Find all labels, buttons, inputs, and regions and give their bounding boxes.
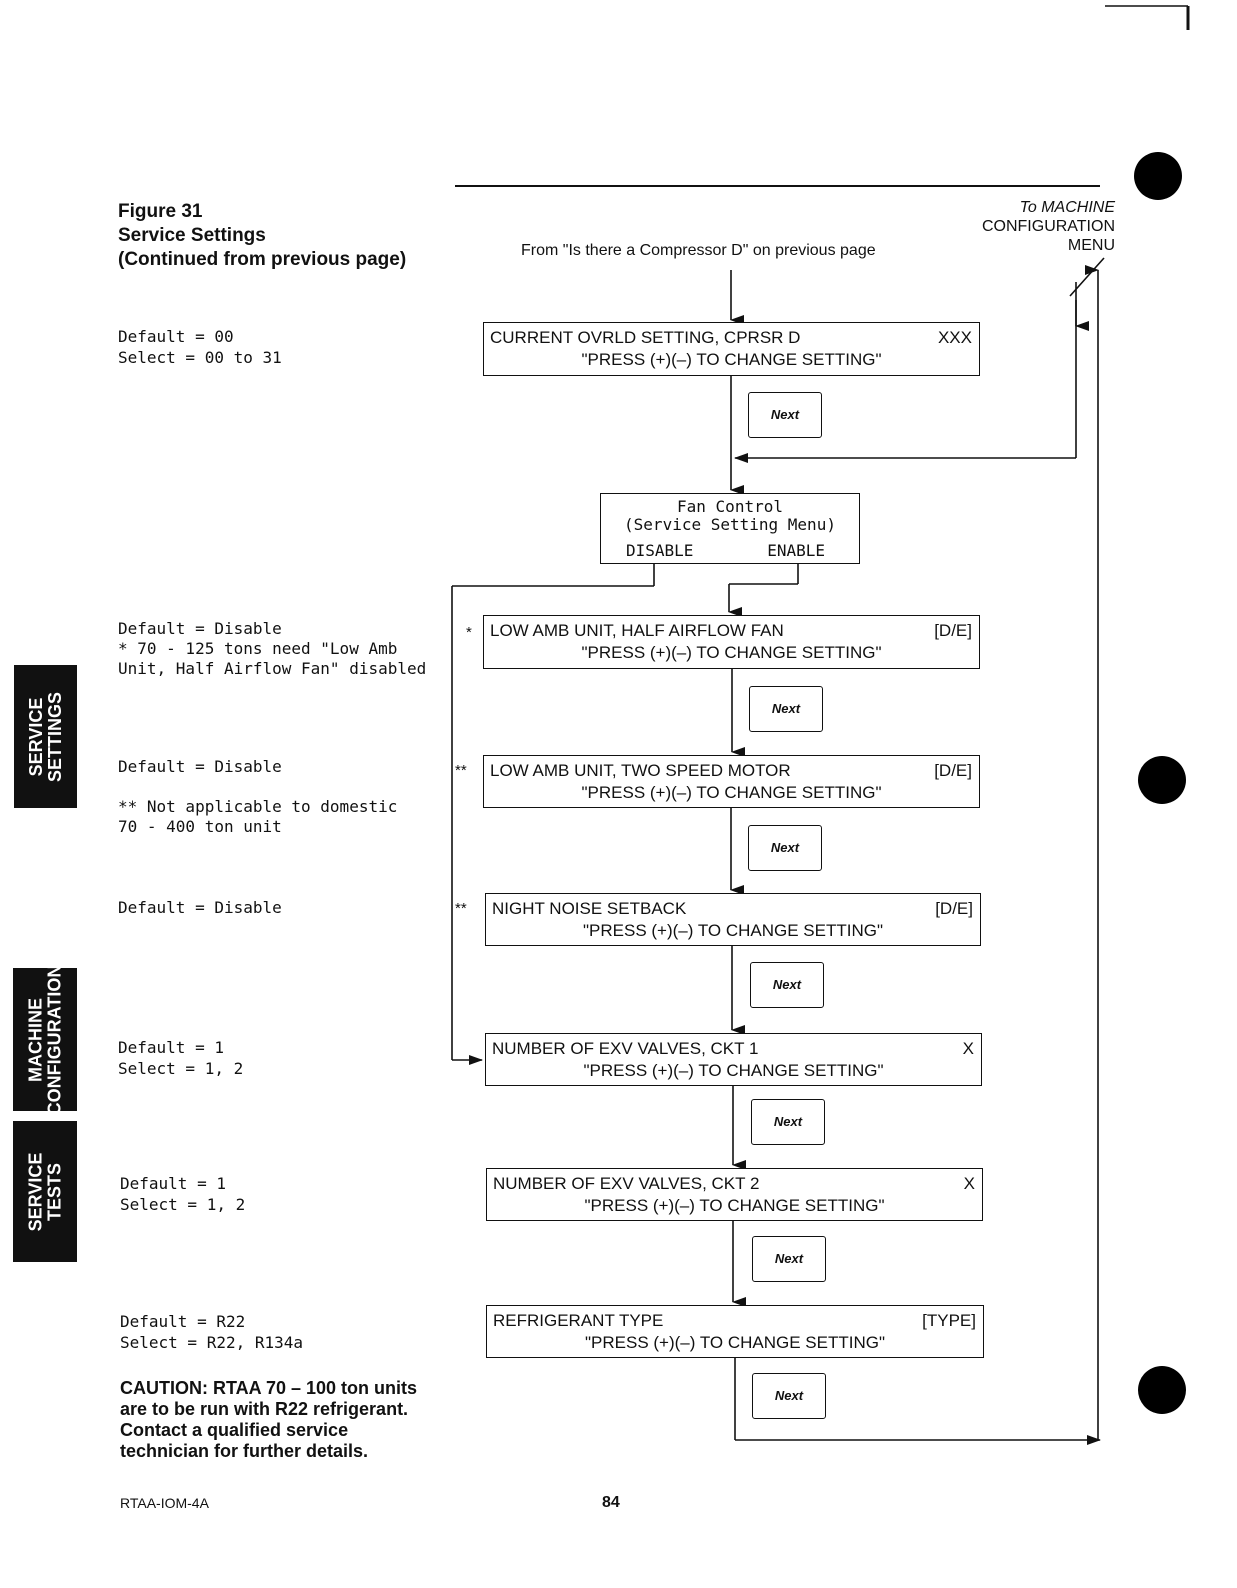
marker-double-star: ** — [455, 900, 467, 917]
to-label-line: CONFIGURATION — [981, 218, 1115, 235]
setting-prompt: "PRESS (+)(–) TO CHANGE SETTING" — [582, 921, 883, 940]
setting-value: [D/E] — [934, 621, 972, 640]
setting-value: X — [962, 1039, 974, 1058]
setting-box-two-speed-motor[interactable] — [483, 755, 980, 808]
binder-hole-icon — [1138, 1366, 1186, 1414]
fan-control-enable[interactable]: ENABLE — [767, 541, 825, 560]
next-button[interactable]: Next — [752, 1236, 826, 1282]
setting-label: CURRENT OVRLD SETTING, CPRSR D — [490, 328, 801, 347]
from-label: From "Is there a Compressor D" on previous page — [521, 242, 876, 259]
setting-prompt: "PRESS (+)(–) TO CHANGE SETTING" — [581, 783, 882, 802]
tab-label: SERVICE TESTS — [25, 1152, 65, 1231]
next-button[interactable]: Next — [752, 1373, 826, 1419]
setting-box-exv-ckt1[interactable] — [485, 1033, 982, 1086]
binder-hole-icon — [1134, 152, 1182, 200]
document-id: RTAA-IOM-4A — [120, 1495, 209, 1511]
tab-machine-configuration[interactable] — [13, 964, 77, 1115]
note-exv-ckt1: Default = 1 Select = 1, 2 — [118, 1038, 244, 1078]
setting-box-refrigerant-type[interactable] — [486, 1305, 984, 1358]
setting-value: [D/E] — [934, 761, 972, 780]
setting-label: NUMBER OF EXV VALVES, CKT 1 — [492, 1039, 759, 1058]
note-half-airflow: Default = Disable * 70 - 125 tons need "Low Amb Unit, Half Airflow Fan" disabled — [118, 619, 427, 678]
figure-title: Service Settings — [118, 225, 266, 246]
note-night-noise: Default = Disable — [118, 898, 282, 917]
next-button[interactable]: Next — [750, 962, 824, 1008]
note-refrigerant: Default = R22 Select = R22, R134a — [120, 1312, 304, 1352]
setting-box-current-ovrld[interactable] — [483, 322, 980, 376]
setting-box-exv-ckt2[interactable] — [486, 1168, 983, 1221]
fan-control-title: Fan Control — [677, 497, 783, 516]
binder-hole-icon — [1138, 756, 1186, 804]
setting-box-half-airflow-fan[interactable] — [483, 615, 980, 669]
next-button[interactable]: Next — [749, 686, 823, 732]
setting-label: REFRIGERANT TYPE — [493, 1311, 664, 1330]
note-exv-ckt2: Default = 1 Select = 1, 2 — [120, 1174, 246, 1214]
to-label-line: To MACHINE — [1019, 199, 1115, 216]
figure-number: Figure 31 — [118, 201, 203, 222]
setting-value: XXX — [937, 328, 972, 347]
to-machine-config-label[interactable] — [982, 198, 1115, 255]
tab-service-settings[interactable] — [14, 665, 77, 808]
page-number: 84 — [602, 1494, 620, 1511]
tab-service-tests[interactable] — [13, 1121, 77, 1262]
to-label-line: MENU — [1067, 237, 1115, 254]
caution-text: CAUTION: RTAA 70 – 100 ton units are to be run with R22 refrigerant. Contact a qualified service technician for further details. — [120, 1378, 418, 1461]
note-current-ovrld: Default = 00 Select = 00 to 31 — [118, 327, 282, 367]
setting-label: LOW AMB UNIT, HALF AIRFLOW FAN — [490, 621, 784, 640]
fan-control-menu[interactable] — [600, 493, 860, 564]
setting-value: [D/E] — [935, 899, 973, 918]
fan-control-disable[interactable]: DISABLE — [626, 541, 694, 560]
setting-label: NIGHT NOISE SETBACK — [492, 899, 687, 918]
next-button[interactable]: Next — [748, 392, 822, 438]
tab-label: SERVICE SETTINGS — [25, 691, 65, 782]
marker-double-star: ** — [455, 762, 467, 779]
setting-prompt: "PRESS (+)(–) TO CHANGE SETTING" — [581, 643, 882, 662]
fan-control-subtitle: (Service Setting Menu) — [624, 515, 836, 534]
figure-subtitle: (Continued from previous page) — [118, 249, 407, 270]
setting-prompt: "PRESS (+)(–) TO CHANGE SETTING" — [584, 1196, 885, 1215]
setting-prompt: "PRESS (+)(–) TO CHANGE SETTING" — [584, 1333, 885, 1352]
next-button[interactable]: Next — [748, 825, 822, 871]
setting-value: [TYPE] — [922, 1311, 976, 1330]
marker-star: * — [466, 624, 472, 641]
setting-box-night-noise[interactable] — [485, 893, 981, 946]
setting-label: NUMBER OF EXV VALVES, CKT 2 — [493, 1174, 760, 1193]
setting-prompt: "PRESS (+)(–) TO CHANGE SETTING" — [583, 1061, 884, 1080]
note-two-speed: Default = Disable ** Not applicable to domestic 70 - 400 ton unit — [118, 757, 398, 836]
setting-label: LOW AMB UNIT, TWO SPEED MOTOR — [490, 761, 791, 780]
next-button[interactable]: Next — [751, 1099, 825, 1145]
tab-label: MACHINE CONFIGURATION — [25, 964, 64, 1115]
setting-value: X — [963, 1174, 975, 1193]
setting-prompt: "PRESS (+)(–) TO CHANGE SETTING" — [581, 350, 882, 369]
